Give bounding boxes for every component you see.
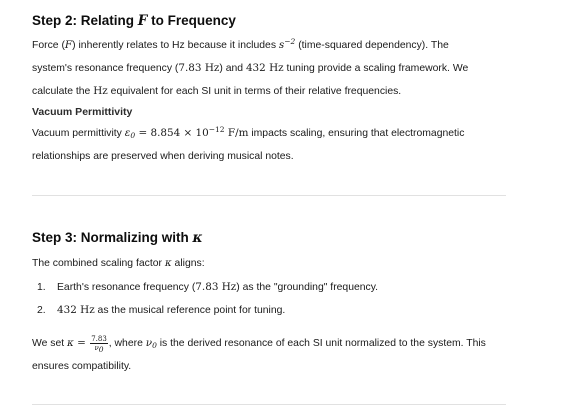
vacuum-line-1: Vacuum permittivity $\varepsilon_0 = 8.854 \times 10^{-12}$ F/m impacts scaling, ensuring that electromagnetic [32, 125, 465, 140]
math-permittivity-value: = $8.854 \times 10^{-12}$ F/m [135, 125, 249, 139]
step3-heading [32, 230, 203, 246]
section-divider [32, 195, 506, 196]
step3-paragraph [32, 332, 510, 378]
step2-heading-prefix: Step 2: Relating [32, 13, 138, 28]
step3-intro: The combined scaling factor κ aligns: [32, 257, 205, 269]
math-kappa: κ [164, 257, 172, 269]
list-item: 1. Earth's resonance frequency (7.83 Hz) as the "grounding" frequency. [37, 281, 379, 293]
step3-heading-prefix: Step 3: Normalizing with [32, 230, 193, 245]
step2-line-1: Force (F) inherently relates to Hz because it includes $s^{-2}$ (time-squared dependency). The [32, 37, 449, 51]
vacuum-line-2: relationships are preserved when deriving musical notes. [32, 151, 294, 162]
list-item: 2. 432 Hz as the musical reference point for tuning. [37, 304, 286, 316]
math-nu-zero: $\nu_0$ [145, 337, 157, 350]
math-epsilon: $\varepsilon_0$ [124, 127, 136, 140]
step2-heading-suffix: to Frequency [147, 13, 236, 28]
step2-line-3: calculate the Hz equivalent for each SI unit in terms of their relative frequencies. [32, 85, 402, 97]
step3-heading-variable: κ [192, 230, 203, 246]
step2-paragraph [32, 34, 510, 103]
step2-heading-variable: F [137, 13, 148, 29]
step3-line-1: We set κ = $\frac{7.83}{\nu_0}$ , where $\nu_0$ is the derived resonance of each SI unit normalized to the system. This [32, 334, 486, 354]
vacuum-permittivity-paragraph [32, 122, 510, 168]
math-hz: Hz [93, 85, 108, 97]
math-fraction: $\frac{7.83}{\nu_0}$ [91, 334, 107, 354]
math-432-hz: 432 Hz [245, 62, 284, 74]
math-force-var: F [64, 39, 73, 51]
step2-line-2: system's resonance frequency (7.83 Hz) and 432 Hz tuning provide a scaling framework. We [32, 62, 469, 74]
step3-line-2: ensures compatibility. [32, 361, 132, 372]
math-7-83-hz: 7.83 Hz [178, 62, 220, 74]
math-seconds: $s^{-2}$ [278, 37, 296, 51]
scaling-factor-list [32, 276, 510, 322]
bottom-divider [32, 404, 506, 405]
step2-heading [32, 13, 236, 29]
vacuum-permittivity-subheading: Vacuum Permittivity [32, 106, 133, 118]
